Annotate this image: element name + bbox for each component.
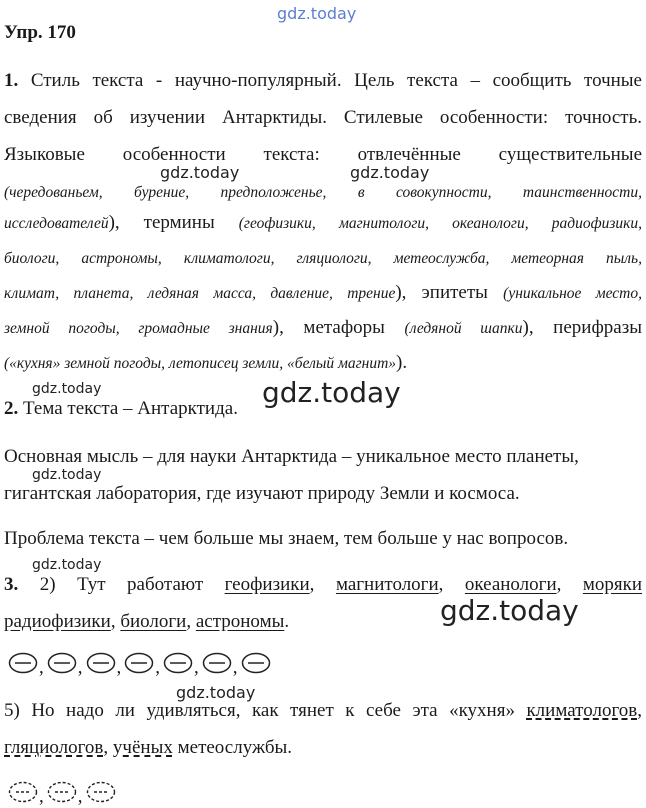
circled-dash-icon (124, 652, 154, 674)
watermark-large: gdz.today (440, 594, 579, 627)
sec1-line4: (чередованьем, бурение, предположенье, в совокупности, таинственности, (4, 184, 642, 201)
sec1-line6: биологи, астрономы, климатологи, гляциологи, метеослужба, метеорная пыль, (4, 250, 642, 267)
dashed-underlined-word: климатологов (526, 700, 638, 721)
dashed-underlined-word: учёных (112, 737, 173, 758)
sec2-idea-line1: Основная мысль – для науки Антарктида – уникальное место планеты, (4, 446, 579, 467)
sec2-number: 2. (4, 398, 19, 419)
watermark: gdz.today (32, 557, 102, 573)
sec1-line2: сведения об изучении Антарктиды. Стилевые особенности: точность. (4, 107, 642, 128)
sec2-problem: Проблема текста – чем больше мы знаем, тем больше у нас вопросов. (4, 528, 569, 549)
schema-row-2: , , (8, 781, 116, 803)
circled-dash-icon (47, 652, 77, 674)
sec1-line1: 1. Стиль текста - научно-популярный. Цель текста – сообщить точные (4, 70, 642, 91)
sec2-idea-line2: гигантская лаборатория, где изучают природу Земли и космоса. (4, 483, 520, 504)
watermark: gdz.today (350, 163, 430, 182)
sec1-number: 1. (4, 70, 19, 91)
sec2-theme: 2. Тема текста – Антарктида. (4, 398, 238, 419)
underlined-word: биологи (120, 611, 187, 632)
underlined-word: геофизики (224, 574, 310, 595)
dashed-circled-dash-icon (86, 781, 116, 803)
circled-dash-icon (163, 652, 193, 674)
dashed-underlined-word: гляциологов (4, 737, 104, 758)
watermark: gdz.today (160, 163, 240, 182)
circled-dash-icon (86, 652, 116, 674)
underlined-word: моряки (582, 574, 643, 595)
circled-dash-icon (8, 652, 38, 674)
schema-row-1: , , , , , , (8, 652, 271, 674)
watermark: gdz.today (32, 381, 102, 397)
sec1-line9: («кухня» земной погоды, летописец земли, «белый магнит»). (4, 352, 408, 373)
exercise-title: Упр. 170 (4, 22, 76, 43)
sec3-sentence5-line2: гляциологов, учёных метеослужбы. (4, 737, 292, 758)
sec3-sentence2-line1: 3. 2) Тут работают геофизики, магнитологи, океанологи, моряки (4, 574, 643, 595)
sec3-sentence5-line1: 5) Но надо ли удивляться, как тянет к себе эта «кухня» климатологов, (4, 700, 642, 721)
sec1-line5: исследователей), термины (геофизики, магнитологи, океанологи, радиофизики, (4, 212, 642, 233)
underlined-word: астрономы (195, 611, 285, 632)
sec1-line3: Языковые особенности текста: отвлечённые существительные (4, 144, 642, 165)
underlined-word: океанологи (464, 574, 557, 595)
sec3-number: 3. (4, 574, 19, 595)
sec1-line8: земной погоды, громадные знания), метафоры (ледяной шапки), перифразы (4, 317, 642, 338)
watermark: gdz.today (176, 683, 256, 702)
circled-dash-icon (241, 652, 271, 674)
dashed-circled-dash-icon (47, 781, 77, 803)
watermark: gdz.today (32, 467, 102, 483)
watermark-top: gdz.today (277, 4, 357, 23)
underlined-word: магнитологи (335, 574, 439, 595)
dashed-circled-dash-icon (8, 781, 38, 803)
circled-dash-icon (202, 652, 232, 674)
watermark-large: gdz.today (262, 376, 401, 409)
underlined-word: радиофизики (4, 611, 111, 632)
sec1-line7: климат, планета, ледяная масса, давление, трение), эпитеты (уникальное место, (4, 282, 642, 303)
sec3-sentence2-line2: радиофизики, биологи, астрономы. (4, 611, 290, 632)
